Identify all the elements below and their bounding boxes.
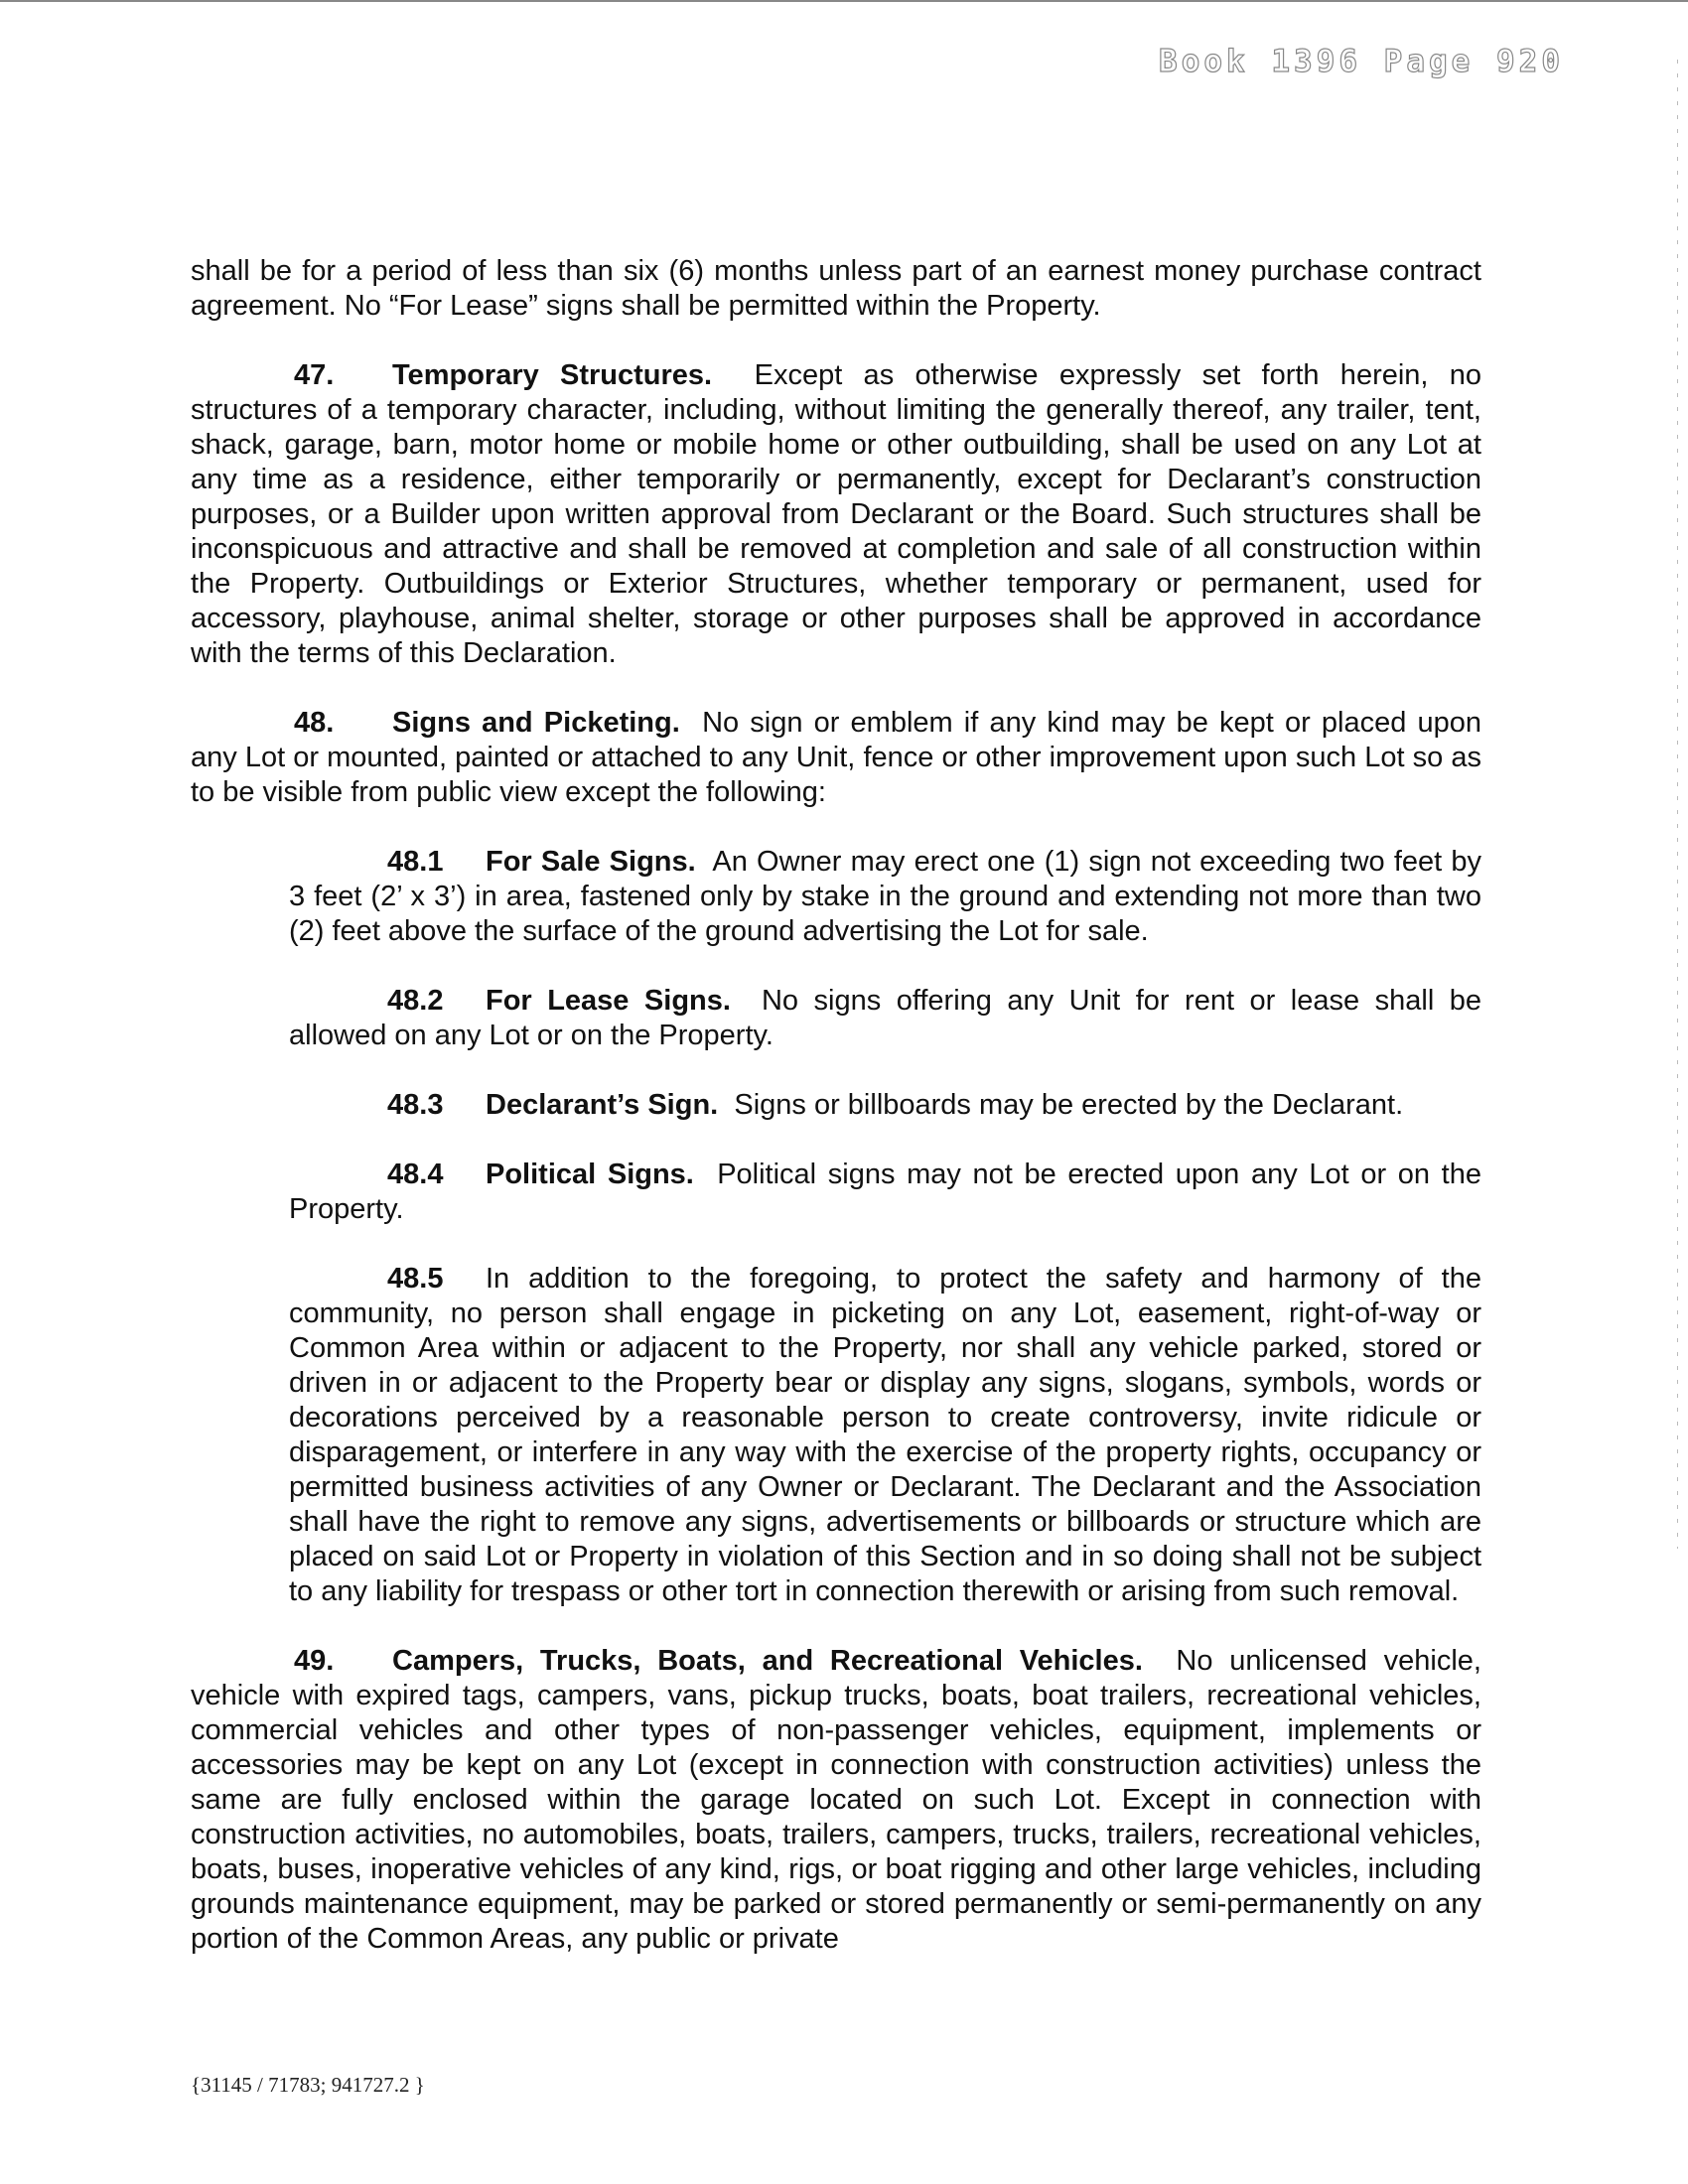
subsection-text: Political signs may not be erected upon any Lot or on the Property. — [289, 1159, 1481, 1225]
section-number: 48. — [294, 707, 335, 739]
subsection-text: No signs offering any Unit for rent or lease shall be allowed on any Lot or on the Property. — [289, 985, 1482, 1051]
scan-edge-marks — [1677, 60, 1678, 1549]
subsection-48-3 — [289, 1088, 1481, 1123]
subsection-48-5 — [289, 1262, 1481, 1609]
section-text: No unlicensed vehicle, vehicle with expired tags, campers, vans, pickup trucks, boats, boat trailers, recreational vehicles, commercial vehicles and other types of non-passenger vehicles, equipment, implements or accessories may be kept on any Lot (except in connection with construction activities) unless the same are fully enclosed within the garage located on such Lot. Except in connection with construction activities, no automobiles, boats, trailers, campers, trucks, trailers, recreational vehicles, boats, buses, inoperative vehicles of any kind, rigs, or boat rigging and other large vehicles, including grounds maintenance equipment, may be parked or stored permanently or semi-permanently on any portion of the Common Areas, any public or private — [191, 1645, 1481, 1955]
subsection-48-1 — [289, 845, 1481, 949]
section-text: Except as otherwise expressly set forth herein, no structures of a temporary character, including, without limiting the generally thereof, any trailer, tent, shack, garage, barn, motor home or mobile home or other outbuilding, shall be used on any Lot at any time as a residence, either temporarily or permanently, except for Declarant’s construction purposes, or a Builder upon written approval from Declarant or the Board. Such structures shall be inconspicuous and attractive and shall be removed at completion and sale of all construction within the Property. Outbuildings or Exterior Structures, whether temporary or permanent, used for accessory, playhouse, animal shelter, storage or other purposes shall be approved in accordance with the terms of this Declaration. — [191, 359, 1481, 669]
section-number: 49. — [294, 1645, 335, 1677]
subsection-text: Signs or billboards may be erected by the Declarant. — [734, 1089, 1404, 1121]
subsection-text: An Owner may erect one (1) sign not exceeding two feet by 3 feet (2’ x 3’) in area, fastened only by stake in the ground and extending not more than two (2) feet above the surface of the ground advertising the Lot for sale. — [289, 846, 1481, 947]
continuation-paragraph: shall be for a period of less than six (6) months unless part of an earnest money purchase contract agreement. No “For Lease” signs shall be permitted within the Property. — [191, 255, 1481, 322]
recording-stamp: Book 1396 Page 920 — [1159, 44, 1564, 79]
subsection-number: 48.5 — [387, 1263, 444, 1295]
subsection-text: In addition to the foregoing, to protect the safety and harmony of the community, no person shall engage in picketing on any Lot, easement, right-of-way or Common Area within or adjacent to the Property, nor shall any vehicle parked, stored or driven in or adjacent to the Property bear or display any signs, slogans, symbols, words or decorations perceived by a reasonable person to create controversy, invite ridicule or disparagement, or interfere in any way with the exercise of the property rights, occupancy or permitted business activities of any Owner or Declarant. The Declarant and the Association shall have the right to remove any signs, advertisements or billboards or structure which are placed on said Lot or Property in violation of this Section and in so doing shall not be subject to any liability for trespass or other tort in connection therewith or arising from such removal. — [289, 1263, 1481, 1607]
section-heading: Temporary Structures. — [392, 359, 713, 391]
document-body — [191, 254, 1481, 1991]
section-heading: Signs and Picketing. — [392, 707, 680, 739]
section-number: 47. — [294, 359, 335, 391]
top-border-line — [0, 0, 1688, 2]
subsection-heading: For Lease Signs. — [486, 985, 731, 1017]
subsection-number: 48.2 — [387, 985, 444, 1017]
section-48 — [191, 706, 1481, 810]
subsection-heading: Declarant’s Sign. — [486, 1089, 719, 1121]
subsection-heading: For Sale Signs. — [486, 846, 696, 878]
subsection-number: 48.1 — [387, 846, 444, 878]
subsection-48-2 — [289, 984, 1481, 1053]
subsection-48-4 — [289, 1158, 1481, 1227]
subsection-heading: Political Signs. — [486, 1159, 694, 1190]
subsection-number: 48.4 — [387, 1159, 444, 1190]
subsection-number: 48.3 — [387, 1089, 444, 1121]
section-text: No sign or emblem if any kind may be kept or placed upon any Lot or mounted, painted or attached to any Unit, fence or other improvement upon such Lot so as to be visible from public view except the following: — [191, 707, 1481, 808]
section-heading: Campers, Trucks, Boats, and Recreational Vehicles. — [392, 1645, 1143, 1677]
section-49 — [191, 1644, 1481, 1957]
section-47 — [191, 358, 1481, 671]
document-footer-code: {31145 / 71783; 941727.2 } — [191, 2073, 425, 2097]
